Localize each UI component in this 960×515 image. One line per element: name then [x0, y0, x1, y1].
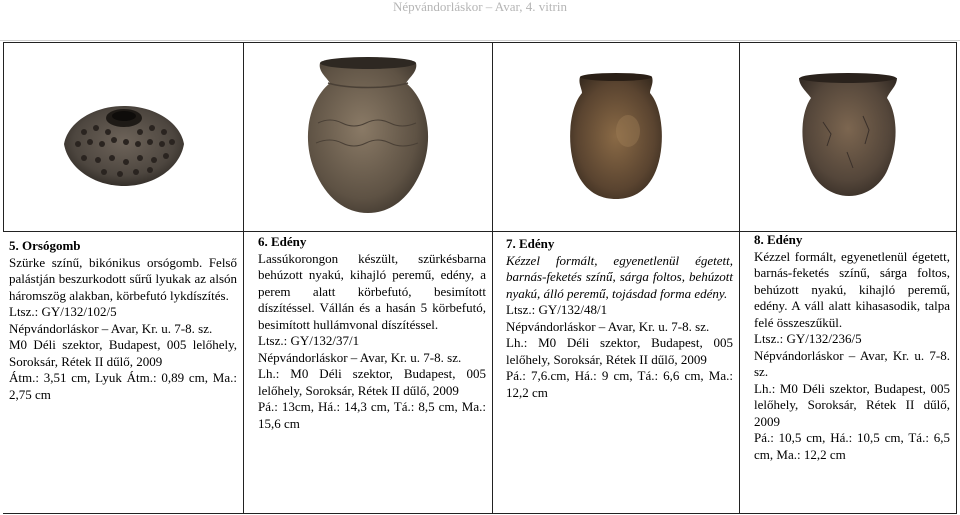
photo-cell-5 — [3, 42, 244, 231]
item-8-text — [740, 231, 957, 514]
item-8-find: Lh.: M0 Déli szektor, Budapest, 005 lelőhely, Soroksár, Rétek II dűlő, 2009 — [754, 380, 950, 429]
photo-cell-8 — [740, 42, 957, 231]
item-8-ltsz: Ltsz.: GY/132/236/5 — [754, 331, 862, 346]
item-8-description: Kézzel formált, egyenetlenül égetett, barnás-feketés színű, sárga foltos, behúzott nyakú, kihajló peremű, edény. A váll alatt kihasasodik, talpa felé összeszűkül. — [754, 248, 950, 330]
item-8-title: 8. Edény — [754, 232, 803, 247]
item-7-text — [493, 231, 740, 514]
item-8-period: Népvándorláskor – Avar, Kr. u. 7-8. sz. — [754, 347, 950, 379]
item-5-period: Népvándorláskor – Avar, Kr. u. 7-8. sz. — [9, 320, 213, 336]
item-5-title: 5. Orsógomb — [9, 238, 81, 253]
item-6-description: Lassúkorongon készült, szürkésbarna behúzott nyakú, kihajló peremű, edény, a perem alatt körbefutó, besimított díszítéssel. Vállán és a hasán 5 körbefutó, besimított hullámvonal díszítéssel. — [258, 250, 486, 332]
header-divider — [0, 40, 960, 41]
item-6-find: Lh.: M0 Déli szektor, Budapest, 005 lelőhely, Soroksár, Rétek II dűlő, 2009 — [258, 366, 486, 398]
item-6-text — [244, 231, 493, 514]
pot-6-image — [298, 53, 438, 221]
spindle-whorl-image — [54, 82, 194, 192]
item-6-title: 6. Edény — [258, 234, 307, 249]
item-8-dims: Pá.: 10,5 cm, Há.: 10,5 cm, Tá.: 6,5 cm, Ma.: 12,2 cm — [754, 430, 950, 462]
pot-8-image — [793, 72, 903, 202]
item-7-ltsz: Ltsz.: GY/132/48/1 — [506, 302, 608, 317]
item-5-ltsz: Ltsz.: GY/132/102/5 — [9, 304, 117, 319]
photo-cell-7 — [493, 42, 740, 231]
item-5-text — [3, 231, 244, 514]
item-6-ltsz: Ltsz.: GY/132/37/1 — [258, 333, 360, 348]
item-7-dims: Pá.: 7,6.cm, Há.: 9 cm, Tá.: 6,6 cm, Ma.: 12,2 cm — [506, 368, 733, 400]
item-7-period: Népvándorláskor – Avar, Kr. u. 7-8. sz. — [506, 318, 710, 334]
item-5-dims: Átm.: 3,51 cm, Lyuk Átm.: 0,89 cm, Ma.: 2,75 cm — [9, 370, 237, 402]
page-title: Népvándorláskor – Avar, 4. vitrin — [393, 0, 567, 14]
item-7-title: 7. Edény — [506, 236, 555, 251]
item-6-dims: Pá.: 13cm, Há.: 14,3 cm, Tá.: 8,5 cm, Ma.: 15,6 cm — [258, 399, 486, 431]
photo-cell-6 — [244, 42, 493, 231]
item-6-period: Népvándorláskor – Avar, Kr. u. 7-8. sz. — [258, 349, 462, 365]
item-7-description: Kézzel formált, egyenetlenül égetett, barnás-feketés színű, sárga foltos, behúzott nyakú, álló peremű, tojásdad forma edény. — [506, 252, 733, 301]
item-5-find: M0 Déli szektor, Budapest, 005 lelőhely, Soroksár, Rétek II dűlő, 2009 — [9, 337, 237, 369]
item-5-description: Szürke színű, bikónikus orsógomb. Felső palástján beszurkodott sűrű lyukak az alsón háromszög alakban, körbefutó lykdíszítés. — [9, 254, 237, 303]
exhibit-table — [3, 42, 957, 514]
pot-7-image — [566, 71, 666, 203]
item-7-find: Lh.: M0 Déli szektor, Budapest, 005 lelőhely, Soroksár, Rétek II dűlő, 2009 — [506, 335, 733, 367]
